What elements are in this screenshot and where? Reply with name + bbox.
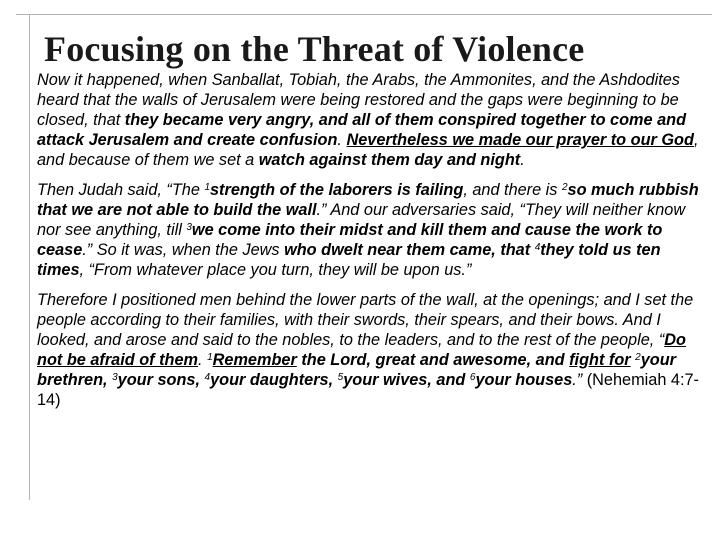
text-run: .” And our adversaries said, “They will neither know nor see anything, till [37, 201, 686, 239]
text-run: .” [572, 371, 583, 389]
bold-run: your sons, [117, 371, 205, 389]
superscript-number: 1 [207, 352, 213, 363]
bold-run: your brethren, [37, 351, 677, 389]
superscript-number: 2 [561, 182, 568, 193]
bold-run: your daughters, [210, 371, 338, 389]
underlined-bold-run: Nevertheless we made our prayer to our God [346, 131, 694, 149]
superscript-number: 3 [112, 372, 118, 383]
bold-run: your wives, and [343, 371, 470, 389]
text-run: . [198, 351, 208, 369]
superscript-number: 6 [469, 372, 476, 383]
scripture-reference: (Nehemiah 4:7-14) [37, 371, 699, 409]
text-run: . [337, 131, 347, 149]
text-run: Then Judah said, “The [37, 181, 205, 199]
bold-run: they became very angry, and all of them conspired together to come and attack Jerusalem and create confusion [37, 111, 687, 149]
slide-frame-top-line [16, 14, 712, 15]
bold-run: they told us ten times [37, 241, 661, 279]
superscript-number: 4 [534, 242, 541, 253]
underlined-bold-run: Remember [212, 351, 297, 369]
underlined-bold-run: fight for [569, 351, 631, 369]
paragraph-3 [37, 290, 712, 410]
slide-body [37, 70, 712, 410]
bold-run: so much rubbish that we are not able to build the wall [37, 181, 699, 219]
bold-run: watch against them day and night [258, 151, 521, 169]
bold-run: the Lord, great and awesome, and [296, 351, 570, 369]
superscript-number: 5 [337, 372, 344, 383]
underlined-bold-run: Do not be afraid of them [37, 331, 686, 369]
bold-run: strength of the laborers is failing [210, 181, 464, 199]
text-run: , and because of them we set a [37, 131, 699, 169]
text-run: Now it happened, when Sanballat, Tobiah, the Arabs, the Ammonites, and the Ashdodites heard that the walls of Jerusalem were being restored and the gaps were beginning to be closed, that [37, 71, 680, 129]
text-run: , and there is [463, 181, 562, 199]
bold-run: who dwelt near them came, that [284, 241, 535, 259]
superscript-number: 3 [186, 222, 192, 233]
text-run: Therefore I positioned men behind the lower parts of the wall, at the openings; and I set the people according to their families, with their swords, their spears, and their bows. And I looked, and arose and said to the nobles, to the leaders, and to the rest of the people, “ [37, 291, 694, 349]
superscript-number: 4 [204, 372, 211, 383]
text-run: .” So it was, when the Jews [82, 241, 285, 259]
text-run: , “From whatever place you turn, they will be upon us.” [79, 261, 472, 279]
paragraph-1 [37, 70, 712, 170]
paragraph-2 [37, 180, 712, 280]
slide-frame-left-line [29, 14, 30, 500]
slide-title: Focusing on the Threat of Violence [44, 29, 585, 69]
bold-run: we come into their midst and kill them and cause the work to cease [37, 221, 663, 259]
bold-run: your houses [475, 371, 573, 389]
superscript-number: 1 [204, 182, 210, 193]
text-run: . [520, 151, 525, 169]
superscript-number: 2 [635, 352, 641, 363]
